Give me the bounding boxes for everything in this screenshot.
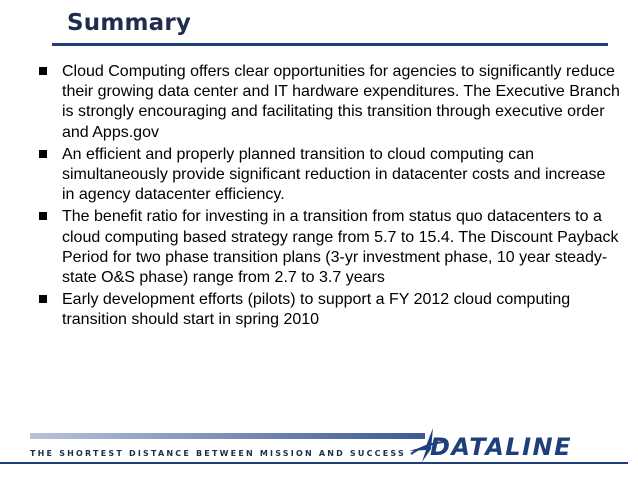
bullet-list	[38, 62, 622, 333]
bullet-text: Early development efforts (pilots) to support a FY 2012 cloud computing transition should start in spring 2010	[62, 291, 571, 329]
bullet-item	[38, 290, 622, 330]
square-bullet-icon	[39, 212, 47, 220]
square-bullet-icon	[39, 67, 47, 75]
bullet-text: An efficient and properly planned transition to cloud computing can simultaneously provide significant reduction in datacenter costs and increase in agency datacenter efficiency.	[62, 145, 606, 204]
bullet-item	[38, 145, 622, 206]
bullet-item	[38, 207, 622, 288]
bullet-text: Cloud Computing offers clear opportunities for agencies to significantly reduce their growing data center and IT hardware expenditures. The Executive Branch is strongly encouraging and facilitating this transition through executive order and Apps.gov	[62, 63, 620, 141]
footer-gradient-bar	[30, 433, 425, 439]
dataline-logo-text: DATALINE	[430, 433, 572, 461]
slide-title: Summary	[67, 10, 192, 36]
footer-tagline: THE SHORTEST DISTANCE BETWEEN MISSION AND SUCCESS	[30, 449, 406, 458]
footer-bottom-rule	[0, 462, 628, 464]
square-bullet-icon	[39, 150, 47, 158]
bullet-text: The benefit ratio for investing in a transition from status quo datacenters to a cloud computing based strategy range from 5.7 to 15.4. The Discount Payback Period for two phase transition plans (3-yr investment phase, 10 year steady-state O&S phase) range from 2.7 to 3.7 years	[62, 208, 619, 287]
square-bullet-icon	[39, 295, 47, 303]
bullet-item	[38, 62, 622, 143]
title-underline	[52, 43, 608, 46]
